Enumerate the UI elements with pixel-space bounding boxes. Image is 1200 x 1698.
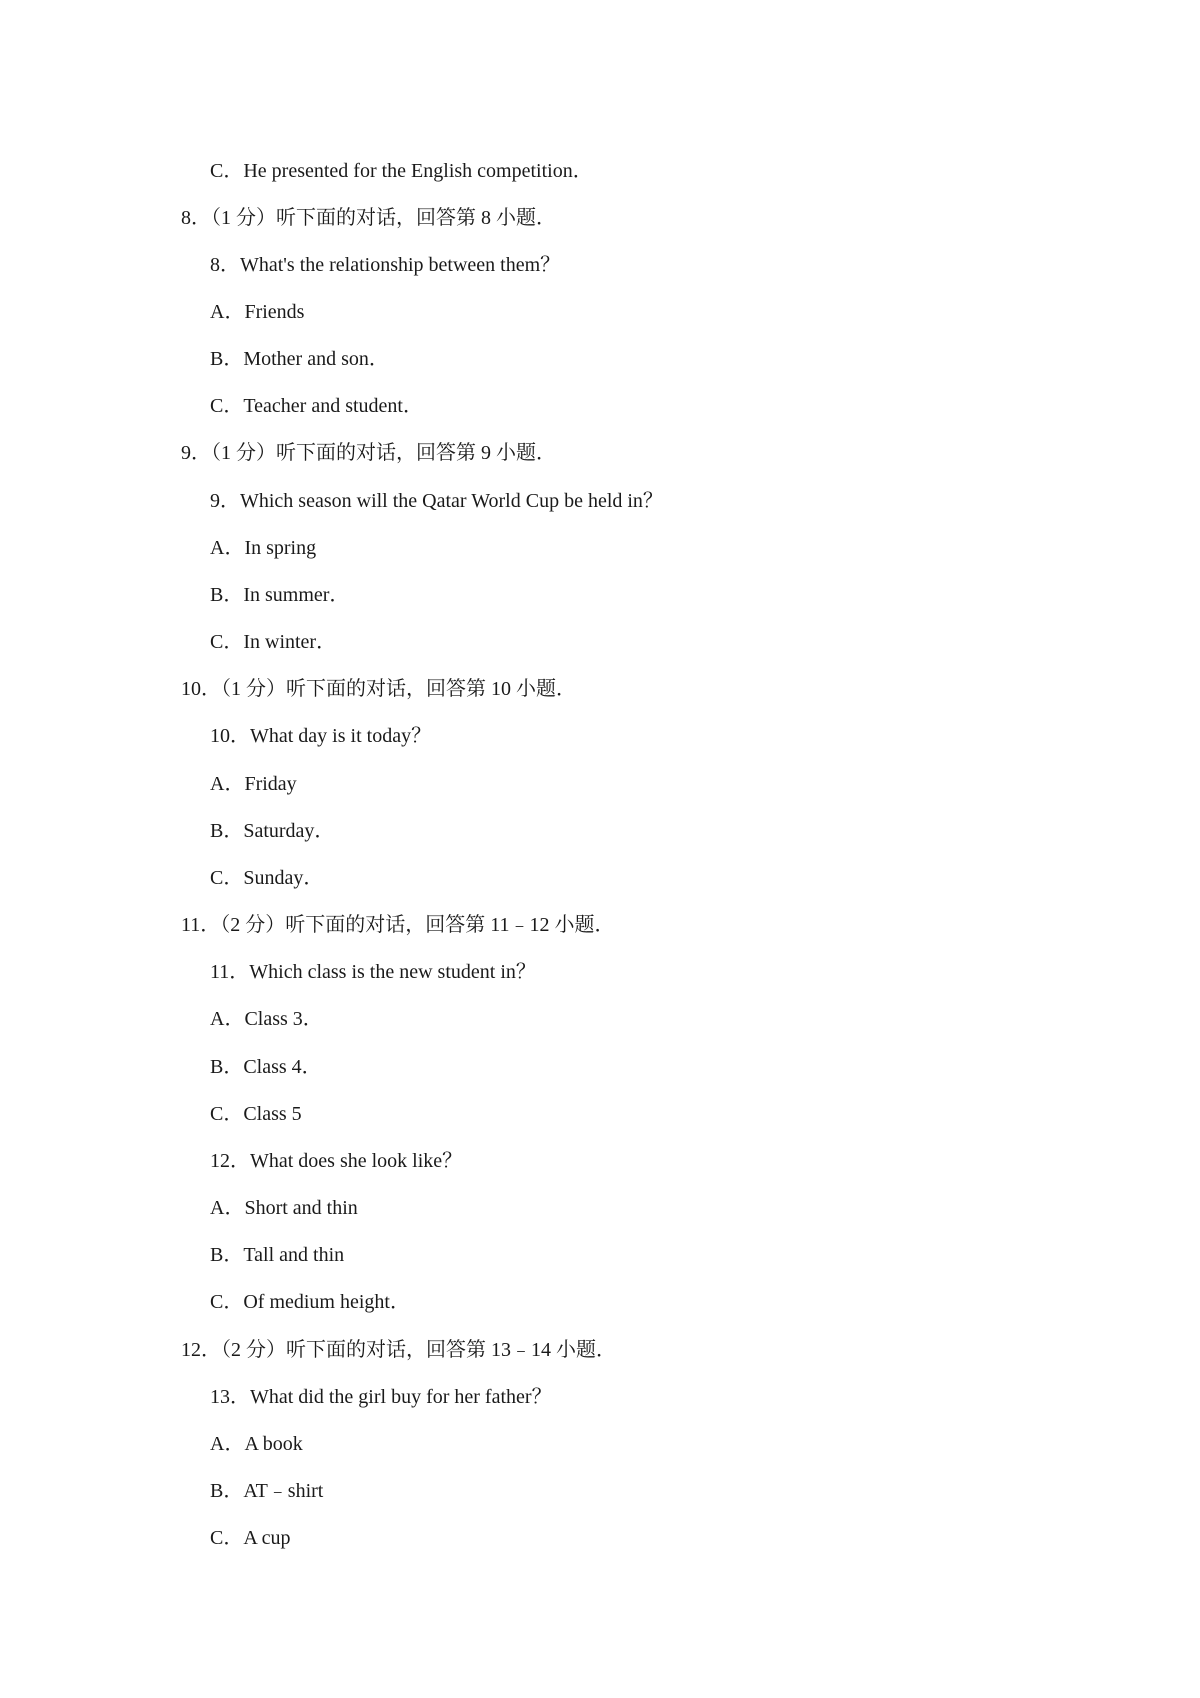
option-a: A．Short and thin [210, 1197, 358, 1219]
option-c: C．Class 5 [210, 1103, 302, 1125]
option-a: A．In spring [210, 537, 317, 559]
question-heading: 8．（1 分）听下面的对话，回答第 8 小题． [181, 207, 556, 229]
option-b: B．Class 4． [210, 1056, 322, 1078]
question-prompt: 9．Which season will the Qatar World Cup be held in？ [210, 490, 663, 512]
option-b: B．In summer． [210, 584, 350, 606]
question-heading: 10．（1 分）听下面的对话，回答第 10 小题． [181, 678, 576, 700]
question-heading: 12．（2 分）听下面的对话，回答第 13﹣14 小题． [181, 1339, 616, 1361]
question-prompt: 10．What day is it today？ [210, 725, 432, 747]
option-c: C．A cup [210, 1527, 291, 1549]
option-b: B．Saturday． [210, 820, 335, 842]
option-c: C．Of medium height． [210, 1291, 410, 1313]
question-prompt: 11．Which class is the new student in？ [210, 961, 536, 983]
option-a: A．Friday [210, 773, 297, 795]
question-heading: 9．（1 分）听下面的对话，回答第 9 小题． [181, 442, 556, 464]
option-c: C．In winter． [210, 631, 337, 653]
question-prompt: 12．What does she look like？ [210, 1150, 463, 1172]
option-c: C．Teacher and student． [210, 395, 423, 417]
question-heading: 11．（2 分）听下面的对话，回答第 11﹣12 小题． [181, 914, 615, 936]
question-prompt: 13．What did the girl buy for her father？ [210, 1386, 552, 1408]
option-c: C．He presented for the English competition． [210, 160, 593, 182]
option-b: B．Mother and son． [210, 348, 389, 370]
option-a: A．Class 3． [210, 1008, 323, 1030]
option-b: B．AT﹣shirt [210, 1480, 324, 1502]
option-a: A．A book [210, 1433, 303, 1455]
option-a: A．Friends [210, 301, 305, 323]
option-b: B．Tall and thin [210, 1244, 345, 1266]
option-c: C．Sunday． [210, 867, 324, 889]
question-prompt: 8．What's the relationship between them？ [210, 254, 561, 276]
